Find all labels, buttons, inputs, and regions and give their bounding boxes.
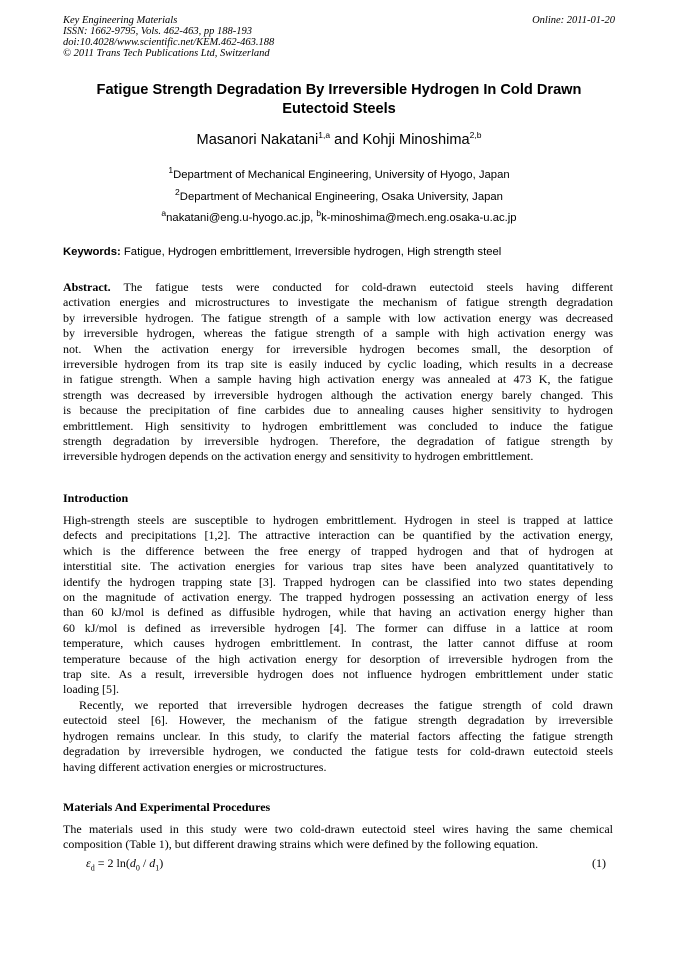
issn-line: ISSN: 1662-9795, Vols. 462-463, pp 188-193 (63, 26, 252, 37)
body-line: degradation by irreversible hydrogen, we conducted the fatigue tests for cold-drawn eutectoid steels (63, 744, 613, 759)
equation-expression: $\varepsilon_d = 2$ $\ln(d_0 / d_1)$ (86, 856, 164, 873)
body-line: composition (Table 1), but different drawing strains which were defined by the following equation. (63, 837, 539, 852)
author-superscript: 2,b (469, 130, 482, 141)
abstract-label: Abstract. (63, 280, 111, 294)
affiliation-text: Department of Mechanical Engineering, Osaka University, Japan (179, 191, 503, 203)
body-line: identify the hydrogen trapping state [3]. Trapped hydrogen can be classified into two states depending (63, 574, 613, 589)
affiliation-2 (63, 187, 615, 204)
introduction-heading: Introduction (63, 491, 129, 505)
introduction-paragraph-2 (63, 698, 613, 775)
author-name: Masanori Nakatani (196, 132, 319, 148)
body-line: defects and precipitations [1,2]. The attractive interaction can be quantified by the activation energy, (63, 528, 613, 543)
body-line: temperature because of the high activation energy for desorption of irreversible hydrogen from the (63, 651, 613, 666)
affiliation-mark: 1 (168, 165, 174, 176)
affiliation-text: Department of Mechanical Engineering, University of Hyogo, Japan (173, 169, 510, 181)
introduction-paragraph-1 (63, 513, 613, 698)
abstract-line: in fatigue strength. When a sample having high activation energy was annealed at 473 K, the fatigue (63, 372, 613, 387)
body-line: than 60 kJ/mol is defined as diffusible hydrogen, while that having an activation energy higher than (63, 605, 613, 620)
keywords-text: Fatigue, Hydrogen embrittlement, Irreversible hydrogen, High strength steel (120, 246, 502, 258)
abstract-line: is because the precipitation of fine carbides due to annealing causes higher sensitivity to hydrogen (63, 403, 613, 418)
equation-1 (86, 856, 606, 875)
affiliation-mark: 2 (175, 187, 180, 198)
body-line: interstitial site. The activation energies for various trap sites have been analyzed quantitatively to (63, 559, 613, 574)
materials-paragraph (63, 822, 613, 853)
abstract-line: activation energies and microstructures to investigate the mechanism of fatigue strength degradation (63, 295, 613, 310)
email-link[interactable]: nakatani@eng.u-hyogo.ac.jp, (166, 212, 317, 224)
author-superscript: 1,a (318, 130, 331, 141)
title-line-1: Fatigue Strength Degradation By Irreversible Hydrogen In Cold Drawn (96, 82, 582, 98)
keywords (63, 245, 615, 259)
online-date: Online: 2011-01-20 (532, 15, 615, 26)
body-line: Recently, we reported that irreversible hydrogen decreases the fatigue strength of cold drawn (79, 698, 613, 712)
journal-name: Key Engineering Materials (63, 15, 178, 26)
abstract-line: embrittlement. High sensitivity to hydrogen embrittlement was concluded to induce the fatigue (63, 418, 613, 433)
affiliation-1 (63, 165, 615, 182)
abstract-line: by irreversible hydrogen. The fatigue strength of a sample with low activation energy was decreased (63, 310, 613, 325)
email-mark: b (316, 208, 322, 219)
author-list (63, 130, 615, 150)
body-line: temperature, which causes hydrogen embrittlement. In contrast, the latter cannot diffuse at room (63, 636, 613, 651)
title-line-2: Eutectoid Steels (282, 101, 396, 117)
author-conjunction: and (330, 132, 363, 148)
doi-line: doi:10.4028/www.scientific.net/KEM.462-463.188 (63, 37, 275, 48)
email-line (63, 208, 615, 225)
materials-heading: Materials And Experimental Procedures (63, 800, 271, 814)
body-line: High-strength steels are susceptible to hydrogen embrittlement. Hydrogen in steel is trapped at lattice (63, 513, 613, 527)
paper-title (63, 81, 615, 119)
abstract-line: Abstract. The fatigue tests were conducted for cold-drawn eutectoid steels having different (63, 280, 613, 294)
abstract-line: not. When the activation energy for irreversible hydrogen becomes small, the desorption of (63, 341, 613, 356)
body-line: The materials used in this study were two cold-drawn eutectoid steel wires having the same chemical (63, 822, 613, 836)
copyright-line: © 2011 Trans Tech Publications Ltd, Switzerland (63, 48, 270, 59)
body-line: which is the difference between the free energy of trapped hydrogen and that of hydrogen at (63, 543, 613, 558)
email-mark: a (161, 208, 167, 219)
body-line: loading [5]. (63, 682, 119, 697)
abstract-line: by irreversible hydrogen, whereas the fatigue strength of a sample with high activation energy was (63, 326, 613, 341)
body-line: 60 kJ/mol is defined as irreversible hydrogen [4]. The former can diffuse in a lattice at room (63, 620, 613, 635)
body-line: hydrogen remains unclear. In this study, to clarify the material factors affecting the fatigue strength (63, 728, 613, 743)
equation-number: (1) (592, 856, 606, 870)
body-line: trap site. As a result, irreversible hydrogen does not influence hydrogen embrittlement under static (63, 666, 613, 681)
abstract-line: irreversible hydrogen from its trap site is easily induced by cyclic loading, which results in a decrease (63, 356, 613, 371)
author-name: Kohji Minoshima (362, 132, 470, 148)
body-line: on the magnitude of activation energy. The trapped hydrogen possessing an activation energy of less (63, 589, 613, 604)
abstract (63, 280, 613, 465)
journal-header (63, 15, 615, 59)
body-line: eutectoid steel [6]. However, the mechanism of the fatigue strength degradation by irreversible (63, 713, 613, 728)
email-link[interactable]: k-minoshima@mech.eng.osaka-u.ac.jp (321, 212, 517, 224)
abstract-line: irreversible hydrogen depends on the activation energy and sensitivity to hydrogen embrittlement. (63, 449, 534, 464)
abstract-line: strength degradation by irreversible hydrogen. Therefore, the degradation of fatigue strength by (63, 433, 613, 448)
body-line: having different activation energies or microstructures. (63, 759, 327, 774)
abstract-line: strength was decreased by irreversible hydrogen although the activation energy barely changed. This (63, 387, 613, 402)
keywords-label: Keywords: (63, 246, 121, 258)
